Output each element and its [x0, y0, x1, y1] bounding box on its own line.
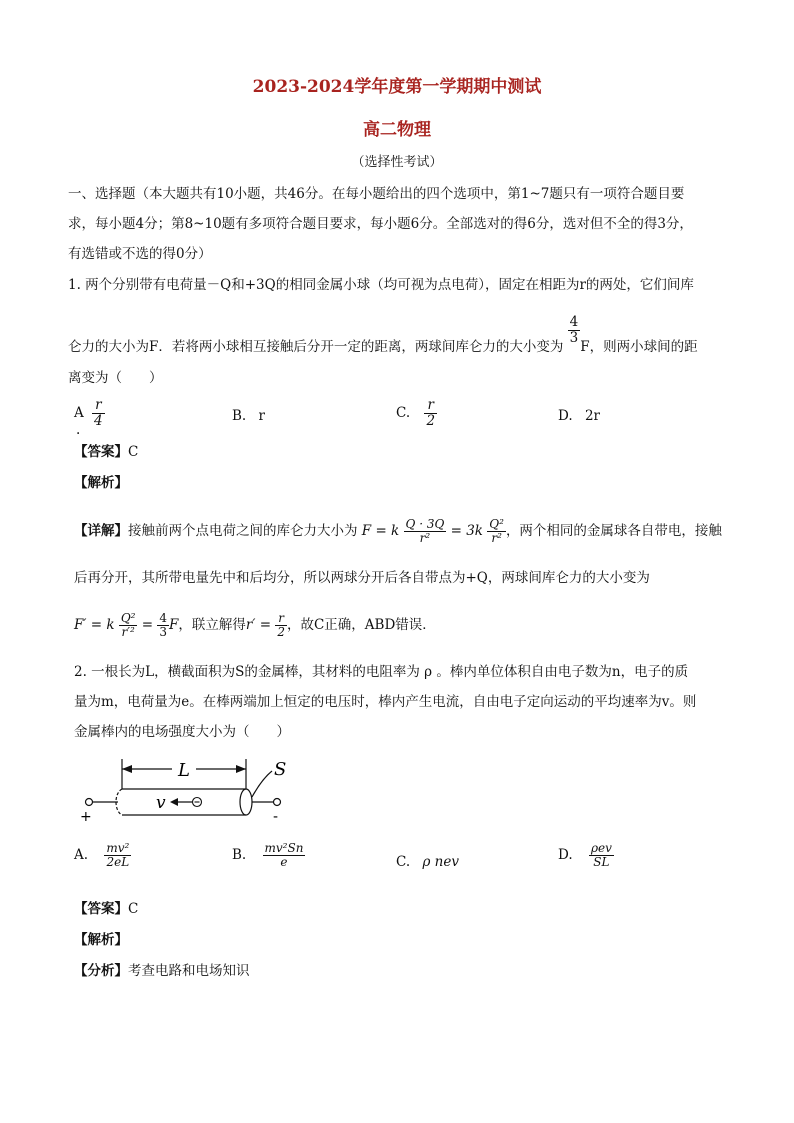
- exam-title: 2023-2024学年度第一学期期中测试: [252, 77, 542, 97]
- q1-option-a-dot: .: [76, 422, 81, 438]
- q1-detail-3-frac-3: [275, 612, 287, 639]
- q1-detail-1-frac-2: [487, 518, 506, 545]
- q2-option-a: [74, 842, 131, 869]
- q2-answer-value: C: [128, 901, 139, 917]
- q1-detail-1-lhs: F = k: [361, 523, 400, 540]
- q1-detail-3-end: ，故C正确，ABD错误．: [286, 617, 436, 634]
- q1-answer-label: 【答案】: [74, 444, 128, 460]
- q1-detail-3-f2-num: 4: [159, 611, 168, 625]
- q1-detail-label: 【详解】: [74, 523, 128, 540]
- q1-analysis-label: 【解析】: [74, 475, 128, 491]
- q1-option-a-frac: [92, 398, 105, 429]
- q1-option-c: [396, 398, 437, 429]
- q1-detail-1a: 接触前两个点电荷之间的库仑力大小为: [128, 523, 358, 540]
- q2-option-d-den: SL: [593, 855, 610, 870]
- q1-detail-1-mid: = 3k: [450, 523, 483, 540]
- q1-detail-3-f1-den: r′²: [121, 625, 135, 640]
- q1-detail-3-mid: ，联立解得: [178, 617, 246, 634]
- q1-detail-1b: ，两个相同的金属球各自带电，接触: [505, 523, 722, 540]
- arrowhead-left-icon: [122, 765, 132, 773]
- q2-analysis-label: 【解析】: [74, 932, 128, 948]
- q1-option-c-den: 2: [426, 412, 436, 429]
- q2-line-2: 量为m，电荷量为e。在棒两端加上恒定的电压时，棒内产生电流，自由电子定向运动的平均速率为v。则: [74, 694, 697, 710]
- q1-fraction-4-3: [568, 315, 581, 346]
- q1-option-c-frac: [424, 398, 437, 429]
- q2-fenxi-text: 考查电路和电场知识: [128, 963, 250, 979]
- q1-option-b-label: B.: [232, 408, 247, 424]
- q1-option-a-num: r: [95, 397, 102, 413]
- q2-option-a-num: mv²: [106, 841, 130, 855]
- q1-line-2-text-a: 仑力的大小为F．若将两小球相互接触后分开一定的距离，两球间库仑力的大小变为: [68, 339, 564, 355]
- q2-option-b-den: e: [280, 855, 288, 870]
- q1-option-d: [558, 406, 600, 426]
- q1-detail-line-1: [74, 518, 722, 545]
- q1-detail-3-f2-den: 3: [159, 625, 168, 640]
- q1-detail-3-eq: =: [141, 617, 154, 634]
- q2-option-d: [558, 842, 614, 869]
- q1-line-1: 1. 两个分别带有电荷量－Q和+3Q的相同金属小球（均可视为点电荷），固定在相距为r的两处，它们间库: [68, 277, 694, 293]
- exam-type: （选择性考试）: [351, 155, 443, 170]
- section-line-1: 一、选择题（本大题共有10小题，共46分。在每小题给出的四个选项中，第1~7题只有一项符合题目要: [68, 186, 685, 202]
- q1-option-b-text: r: [258, 408, 265, 424]
- subject-title: 高二物理: [363, 120, 431, 140]
- right-terminal-icon: [274, 799, 281, 806]
- q1-detail-1-frac-1: [404, 518, 447, 545]
- q2-fenxi: [74, 961, 250, 981]
- q1-option-b: [232, 406, 265, 426]
- q1-detail-3-frac-2: [157, 612, 169, 639]
- q2-answer-label: 【答案】: [74, 901, 128, 917]
- q2-option-a-frac: [104, 842, 131, 869]
- q1-detail-1-f1-den: r²: [419, 531, 431, 546]
- rod-right-end: [240, 789, 252, 815]
- q2-option-b: [232, 842, 305, 869]
- label-S: S: [274, 759, 287, 780]
- q1-detail-3-f3-num: r: [275, 612, 287, 626]
- label-v: v: [156, 793, 166, 813]
- q2-line-1: 2. 一根长为L，横截面积为S的金属棒，其材料的电阻率为 ρ 。棒内单位体积自由电子数为n，电子的质: [74, 664, 689, 680]
- q1-detail-line-2: 后再分开，其所带电量先中和后均分，所以两球分开后各自带点为+Q，两球间库仑力的大小变为: [74, 570, 650, 586]
- q2-option-d-num: ρev: [590, 841, 612, 855]
- label-plus: +: [80, 809, 92, 825]
- drift-arrowhead-icon: [170, 798, 178, 806]
- section-line-3: 有选错或不选的得0分）: [68, 246, 212, 262]
- q1-answer: [74, 442, 138, 462]
- q1-line-3: 离变为（ ）: [68, 370, 163, 386]
- q2-option-b-frac: [263, 842, 306, 869]
- q1-detail-1-f2-den: r²: [491, 531, 502, 546]
- q2-option-b-num: mv²Sn: [264, 841, 304, 855]
- label-L: L: [178, 760, 190, 781]
- q1-line-2-text-b: F，则两小球间的距: [580, 339, 698, 355]
- q2-option-a-label: A.: [74, 847, 89, 864]
- q2-option-d-frac: [589, 842, 614, 869]
- q1-detail-1-f2-num: Q²: [489, 517, 504, 531]
- q2-option-c-text: ρ nev: [422, 854, 459, 870]
- q2-rod-figure: [76, 755, 296, 825]
- q1-frac-den: 3: [569, 330, 579, 346]
- q1-line-2: [68, 314, 698, 357]
- q1-detail-line-3: [74, 612, 436, 639]
- q1-detail-3-r: r′ =: [245, 617, 272, 634]
- q2-answer: [74, 899, 138, 919]
- q1-option-d-text: 2r: [584, 408, 600, 424]
- q2-option-b-label: B.: [232, 847, 247, 864]
- q1-detail-1-f1-num: Q · 3Q: [405, 517, 445, 531]
- q2-fenxi-label: 【分析】: [74, 963, 128, 979]
- left-terminal-icon: [86, 799, 93, 806]
- q1-option-a-den: 4: [94, 412, 103, 429]
- q1-detail-3-f1-num: Q²: [120, 611, 136, 625]
- q1-option-d-label: D.: [558, 408, 573, 424]
- q2-option-c: [396, 852, 459, 872]
- arrowhead-right-icon: [236, 765, 246, 773]
- q1-frac-num: 4: [569, 314, 579, 331]
- q2-option-a-den: 2eL: [106, 855, 130, 870]
- q1-detail-3-F: F: [169, 617, 179, 634]
- q1-detail-3-lhs: F′ = k: [74, 617, 115, 634]
- label-minus: -: [273, 809, 279, 825]
- q1-answer-value: C: [128, 444, 139, 460]
- q2-line-3: 金属棒内的电场强度大小为（ ）: [74, 724, 290, 740]
- q1-option-c-num: r: [424, 398, 437, 414]
- q1-option-a-label: A: [74, 404, 84, 421]
- q2-option-d-label: D.: [558, 847, 573, 864]
- section-line-2: 求，每小题4分；第8~10题有多项符合题目要求，每小题6分。全部选对的得6分，选对但不全的得3分，: [68, 216, 693, 232]
- q1-option-c-label: C.: [396, 404, 411, 421]
- q1-detail-3-frac-1: [119, 612, 138, 639]
- q1-detail-3-f3-den: 2: [277, 625, 285, 640]
- q2-option-c-label: C.: [396, 854, 411, 870]
- s-pointer: [252, 771, 272, 797]
